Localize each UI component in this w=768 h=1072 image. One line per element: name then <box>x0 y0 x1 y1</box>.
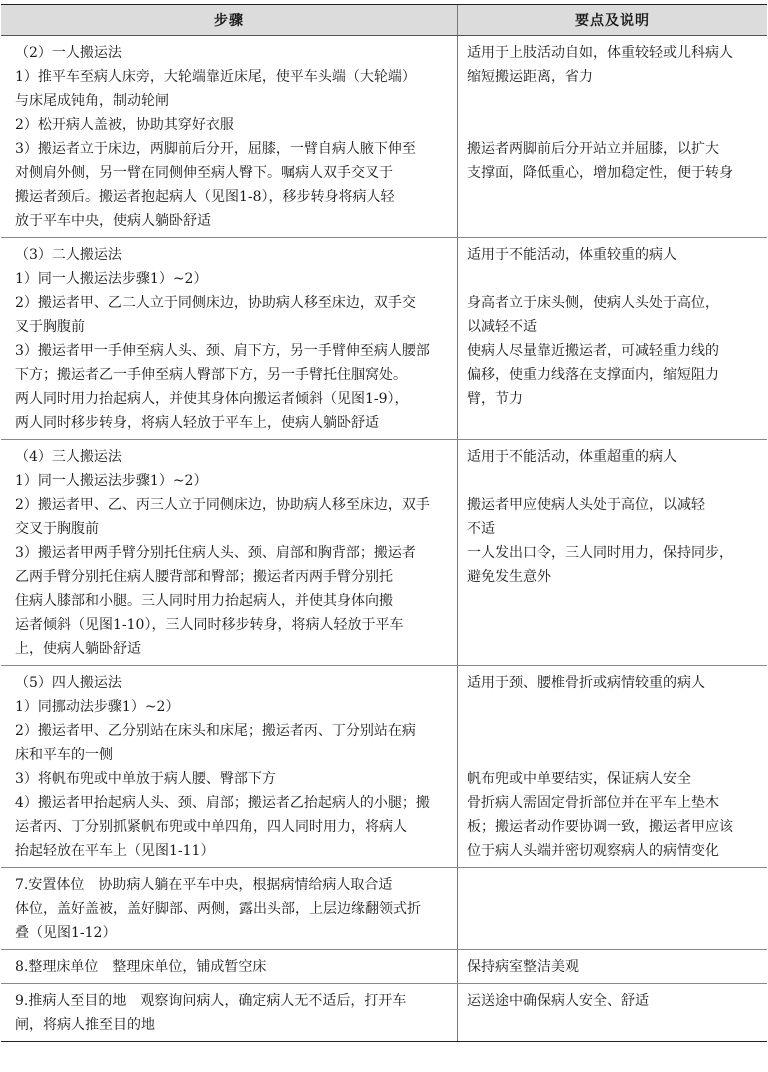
note-cell <box>458 440 767 665</box>
note-line: 避免发生意外 <box>467 569 551 585</box>
step-line: 2）搬运者甲、乙分别站在床头和床尾；搬运者丙、丁分别站在病 <box>15 723 416 739</box>
step-line: （5）四人搬运法 <box>15 675 122 691</box>
step-line: 叠（见图1-12） <box>15 925 117 941</box>
step-line: 交叉于胸腹前 <box>15 521 99 537</box>
step-line: 9.推病人至目的地 观察询问病人，确定病人无不适后，打开车 <box>15 993 407 1009</box>
step-line: 1）推平车至病人床旁，大轮端靠近床尾，使平车头端（大轮端） <box>15 69 416 85</box>
step-cell <box>1 440 458 665</box>
note-cell <box>458 36 767 237</box>
step-line: 乙两手臂分别托住病人腰背部和臀部；搬运者丙两手臂分别托 <box>15 569 393 585</box>
step-line: 上，使病人躺卧舒适 <box>15 641 141 657</box>
note-cell <box>458 666 767 867</box>
table-row <box>1 868 767 950</box>
step-line: 2）搬运者甲、乙二人立于同侧床边，协助病人移至床边，双手交 <box>15 295 416 311</box>
step-line: 床和平车的一侧 <box>15 747 113 763</box>
note-line: 一人发出口令，三人同时用力，保持同步， <box>467 545 733 561</box>
note-line: 偏移，使重力线落在支撑面内，缩短阻力 <box>467 367 719 383</box>
note-cell <box>458 950 767 983</box>
step-line: 两人同时用力抬起病人，并使其身体向搬运者倾斜（见图1-9）， <box>15 391 409 407</box>
step-line: 抬起轻放在平车上（见图1-11） <box>15 843 215 859</box>
note-cell <box>458 984 767 1041</box>
note-spacer <box>467 719 759 743</box>
step-line: 两人同时移步转身，将病人轻放于平车上，使病人躺卧舒适 <box>15 415 379 431</box>
note-line: 板；搬运者动作要协调一致，搬运者甲应该 <box>467 819 733 835</box>
note-spacer <box>467 469 759 493</box>
note-line: 运送途中确保病人安全、舒适 <box>467 993 649 1009</box>
table-row <box>1 36 767 238</box>
step-line: 1）同一人搬运法步骤1）~2） <box>15 271 208 287</box>
procedure-table <box>1 4 767 1042</box>
step-cell <box>1 868 458 949</box>
note-line: 以减轻不适 <box>467 319 537 335</box>
step-line: 2）搬运者甲、乙、丙三人立于同侧床边，协助病人移至床边，双手 <box>15 497 430 513</box>
note-line: 不适 <box>467 521 495 537</box>
step-line: 1）同挪动法步骤1）~2） <box>15 699 180 715</box>
step-line: （4）三人搬运法 <box>15 449 122 465</box>
step-line: 8.整理床单位 整理床单位，铺成暂空床 <box>15 959 267 975</box>
note-line: 身高者立于床头侧，使病人头处于高位， <box>467 295 719 311</box>
header-steps: 步骤 <box>1 5 458 35</box>
step-line: 运者丙、丁分别抓紧帆布兜或中单四角，四人同时用力，将病人 <box>15 819 407 835</box>
note-spacer <box>467 267 759 291</box>
step-line: 与床尾成钝角，制动轮闸 <box>15 93 169 109</box>
table-row <box>1 984 767 1041</box>
step-line: 1）同一人搬运法步骤1）~2） <box>15 473 208 489</box>
step-cell <box>1 36 458 237</box>
note-spacer <box>467 113 759 137</box>
note-line: 适用于不能活动，体重超重的病人 <box>467 449 677 465</box>
note-line: 缩短搬运距离，省力 <box>467 69 593 85</box>
header-notes: 要点及说明 <box>575 13 650 29</box>
step-line: 3）搬运者甲两手臂分别托住病人头、颈、肩部和胸背部；搬运者 <box>15 545 416 561</box>
note-line: 骨折病人需固定骨折部位并在平车上垫木 <box>467 795 719 811</box>
note-line: 适用于不能活动，体重较重的病人 <box>467 247 677 263</box>
table-row <box>1 440 767 666</box>
step-cell <box>1 238 458 439</box>
step-line: 4）搬运者甲抬起病人头、颈、肩部；搬运者乙抬起病人的小腿；搬 <box>15 795 430 811</box>
note-line: 位于病人头端并密切观察病人的病情变化 <box>467 843 719 859</box>
step-line: 3）搬运者立于床边，两脚前后分开，屈膝，一臂自病人腋下伸至 <box>15 141 416 157</box>
note-line: 适用于颈、腰椎骨折或病情较重的病人 <box>467 675 705 691</box>
note-spacer <box>467 695 759 719</box>
step-line: 闸，将病人推至目的地 <box>15 1017 155 1033</box>
note-line: 保持病室整洁美观 <box>467 959 579 975</box>
note-line: 支撑面，降低重心，增加稳定性，便于转身 <box>467 165 733 181</box>
step-line: （3）二人搬运法 <box>15 247 122 263</box>
step-line: 住病人膝部和小腿。三人同时用力抬起病人，并使其身体向搬 <box>15 593 393 609</box>
table-header <box>1 5 767 36</box>
step-line: 3）搬运者甲一手伸至病人头、颈、肩下方，另一手臂伸至病人腰部 <box>15 343 430 359</box>
note-line: 帆布兜或中单要结实，保证病人安全 <box>467 771 691 787</box>
step-line: （2）一人搬运法 <box>15 45 122 61</box>
table-row <box>1 666 767 868</box>
note-line: 使病人尽量靠近搬运者，可减轻重力线的 <box>467 343 719 359</box>
note-cell <box>458 868 767 949</box>
note-spacer <box>467 89 759 113</box>
step-line: 2）松开病人盖被，协助其穿好衣服 <box>15 117 234 133</box>
step-line: 运者倾斜（见图1-10），三人同时移步转身，将病人轻放于平车 <box>15 617 404 633</box>
note-line: 适用于上肢活动自如，体重较轻或儿科病人 <box>467 45 733 61</box>
step-line: 对侧肩外侧，另一臂在同侧伸至病人臀下。嘱病人双手交叉于 <box>15 165 393 181</box>
note-line: 搬运者甲应使病人头处于高位，以减轻 <box>467 497 705 513</box>
table-row <box>1 950 767 984</box>
step-line: 3）将帆布兜或中单放于病人腰、臀部下方 <box>15 771 276 787</box>
note-line: 搬运者两脚前后分开站立并屈膝，以扩大 <box>467 141 719 157</box>
table-row <box>1 238 767 440</box>
step-line: 7.安置体位 协助病人躺在平车中央，根据病情给病人取合适 <box>15 877 393 893</box>
note-spacer <box>467 743 759 767</box>
step-cell <box>1 666 458 867</box>
step-cell <box>1 950 458 983</box>
step-line: 搬运者颈后。搬运者抱起病人（见图1-8），移步转身将病人轻 <box>15 189 395 205</box>
step-line: 下方；搬运者乙一手伸至病人臀部下方，另一手臂托住腘窝处。 <box>15 367 407 383</box>
step-line: 叉于胸腹前 <box>15 319 85 335</box>
note-cell <box>458 238 767 439</box>
step-line: 体位，盖好盖被，盖好脚部、两侧，露出头部，上层边缘翻领式折 <box>15 901 421 917</box>
step-cell <box>1 984 458 1041</box>
step-line: 放于平车中央，使病人躺卧舒适 <box>15 213 211 229</box>
table-body <box>1 36 767 1041</box>
note-line: 臂，节力 <box>467 391 523 407</box>
